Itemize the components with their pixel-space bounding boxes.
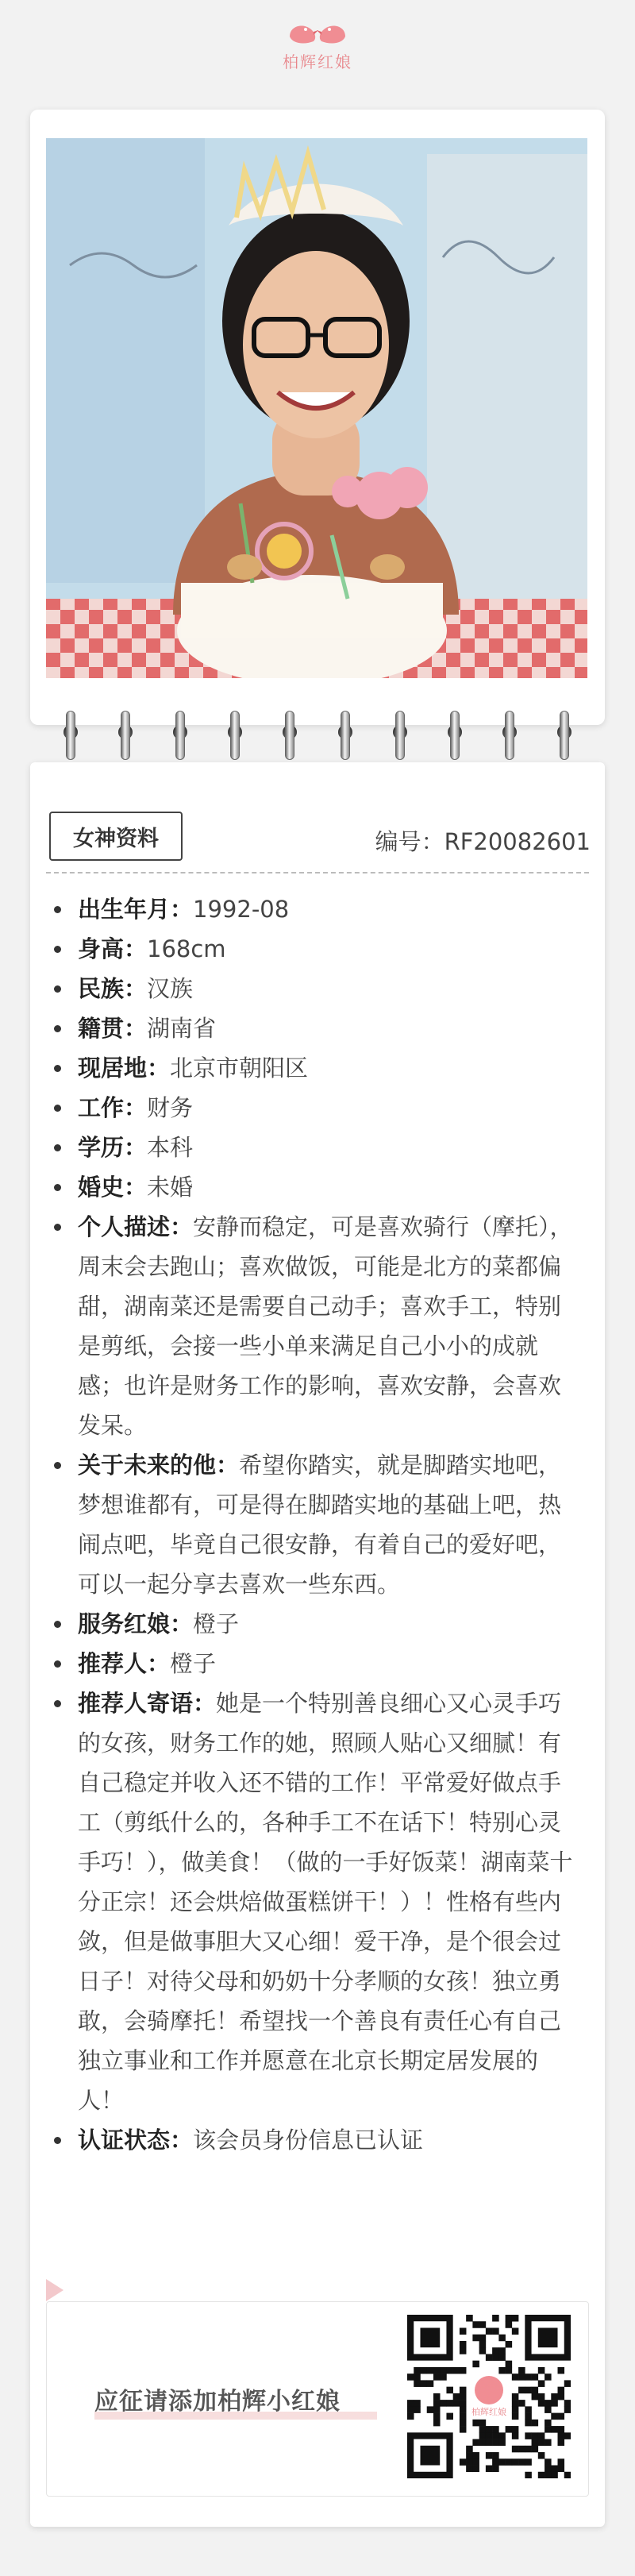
field-label: 认证状态： [78, 2127, 194, 2154]
field-value: 橙子 [170, 1650, 217, 1677]
field-label: 现居地： [78, 1055, 171, 1082]
love-birds-icon [282, 16, 353, 48]
field-ethnicity [49, 969, 573, 1008]
field-label: 民族： [78, 975, 148, 1002]
field-height [49, 929, 573, 969]
qr-code-image[interactable] [407, 2315, 571, 2478]
profile-code: 编号：RF20082601 [375, 828, 591, 855]
field-label: 身高： [78, 935, 148, 962]
binder-ring [62, 711, 79, 762]
field-description [49, 1207, 573, 1445]
field-value: 橙子 [193, 1610, 240, 1637]
field-label: 工作： [78, 1094, 148, 1121]
divider [46, 872, 589, 873]
field-education [49, 1128, 573, 1167]
field-value: 希望你踏实，就是脚踏实地吧，梦想谁都有，可是得在脚踏实地的基础上吧，热闹点吧，毕竟自己很安静，有着自己的爱好吧，可以一起分享去喜欢一些东西。 [78, 1452, 562, 1598]
field-referrer-note [49, 1683, 573, 2120]
field-value: 财务 [147, 1094, 194, 1121]
field-value: 湖南省 [147, 1015, 217, 1042]
contact-prompt: 应征请添加柏辉小红娘 [94, 2388, 341, 2416]
profile-info-card [30, 762, 605, 2527]
field-label: 个人描述： [78, 1213, 194, 1240]
field-value: 未婚 [147, 1174, 194, 1201]
field-value: 安静而稳定，可是喜欢骑行（摩托），周末会去跑山；喜欢做饭，可能是北方的菜都偏甜，湖南菜还是需要自己动手；喜欢手工，特别是剪纸，会接一些小单来满足自己小小的成就感；也许是财务工作的影响，喜欢安静，会喜欢发呆。 [78, 1213, 573, 1439]
binder-ring [446, 711, 464, 762]
section-tag: 女神资料 [49, 812, 183, 861]
field-value: 168cm [147, 935, 226, 962]
field-value: 本科 [147, 1134, 194, 1161]
binder-ring [226, 711, 244, 762]
field-value: 北京市朝阳区 [170, 1055, 309, 1082]
profile-fields [49, 889, 573, 2160]
field-ideal-partner [49, 1445, 573, 1604]
field-value: 该会员身份信息已认证 [193, 2127, 424, 2154]
binder-ring [556, 711, 573, 762]
field-label: 关于未来的他： [78, 1452, 240, 1479]
binder-ring [391, 711, 409, 762]
field-referrer [49, 1644, 573, 1683]
qr-caption: 柏辉红娘 [471, 2407, 506, 2417]
field-label: 婚史： [78, 1174, 148, 1201]
field-label: 推荐人寄语： [78, 1690, 217, 1717]
field-label: 推荐人： [78, 1650, 171, 1677]
photo-card [30, 110, 605, 725]
field-matchmaker [49, 1604, 573, 1644]
brand-logo [0, 0, 635, 87]
binder-ring [171, 711, 189, 762]
field-residence [49, 1048, 573, 1088]
field-value: 1992-08 [193, 896, 290, 923]
field-value: 她是一个特别善良细心又心灵手巧的女孩，财务工作的她，照顾人贴心又细腻！有自己稳定并收入还不错的工作！平常爱好做点手工（剪纸什么的，各种手工不在话下！特别心灵手巧！），做美食！（做的一手好饭菜！湖南菜十分正宗！还会烘焙做蛋糕饼干！）！性格有些内敛，但是做事胆大又心细！爱干净，是个很会过日子！对待父母和奶奶十分孝顺的女孩！独立勇敢，会骑摩托！希望找一个善良有责任心有自己独立事业和工作并愿意在北京长期定居发展的人！ [78, 1690, 573, 2114]
binder-ring [281, 711, 298, 762]
field-value: 汉族 [147, 975, 194, 1002]
binder-ring [501, 711, 518, 762]
flag-icon [46, 2279, 64, 2301]
binder-ring [117, 711, 134, 762]
field-label: 学历： [78, 1134, 148, 1161]
qr-code[interactable] [407, 2315, 571, 2478]
brand-name: 柏辉红娘 [283, 52, 352, 71]
field-label: 服务红娘： [78, 1610, 194, 1637]
contact-box [46, 2301, 589, 2497]
field-label: 出生年月： [78, 896, 194, 923]
field-label: 籍贯： [78, 1015, 148, 1042]
field-marital [49, 1167, 573, 1207]
profile-photo [46, 138, 587, 678]
field-job [49, 1088, 573, 1128]
binder-ring [337, 711, 354, 762]
field-verification [49, 2120, 573, 2160]
profile-photo-illustration [46, 138, 587, 678]
field-native-place [49, 1008, 573, 1048]
field-birth [49, 889, 573, 929]
